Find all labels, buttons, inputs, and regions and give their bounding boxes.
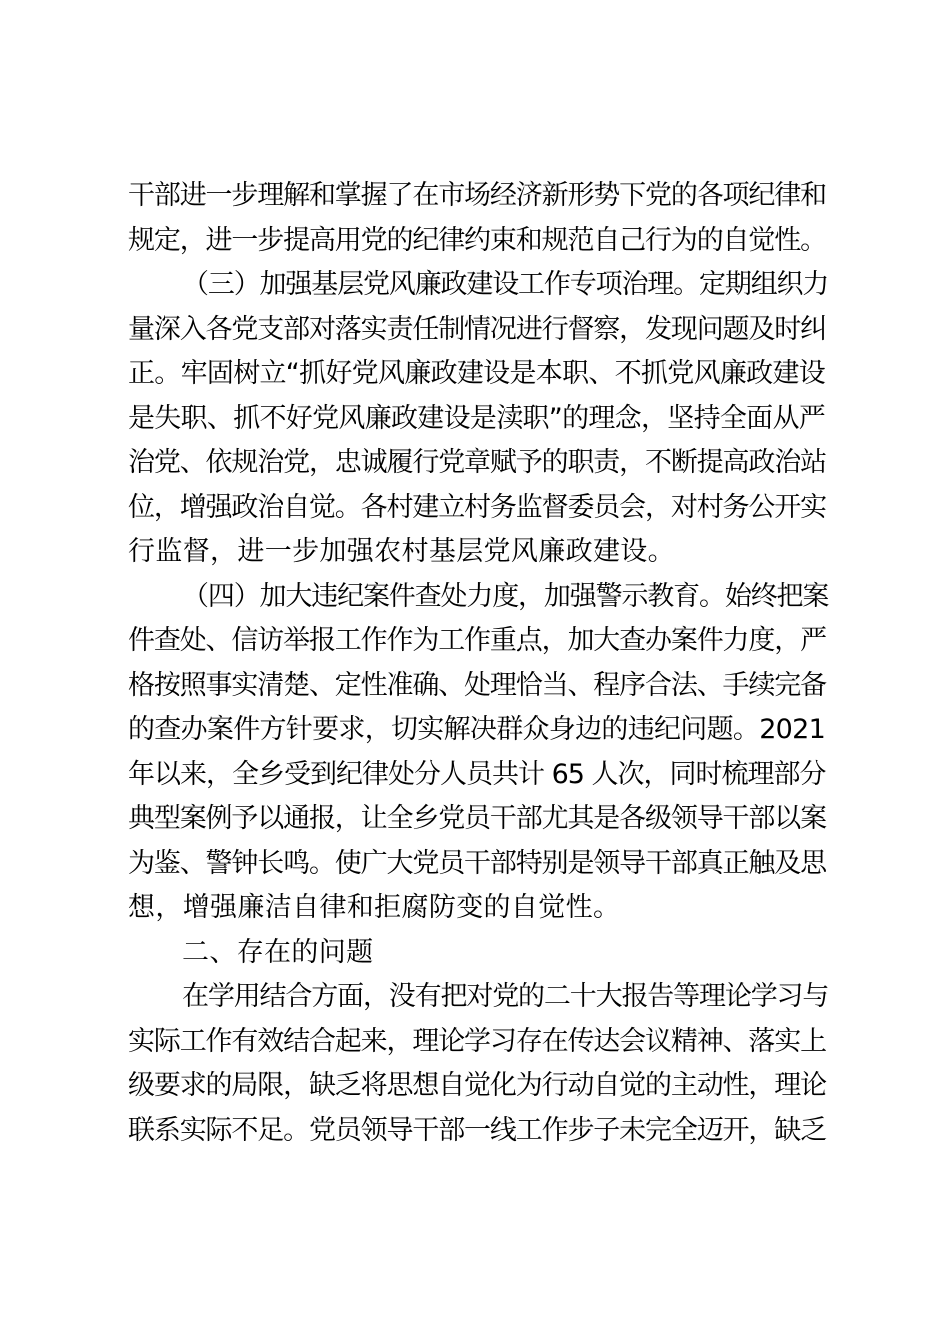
- text-line: 年以来，全乡受到纪律处分人员共计 65 人次，同时梳理部分: [128, 758, 826, 790]
- text-line: 件查处、信访举报工作作为工作重点，加大查办案件力度，严: [128, 625, 826, 656]
- text-line: 二、存在的问题: [182, 936, 374, 968]
- text-line: 为鉴、警钟长鸣。使广大党员干部特别是领导干部真正触及思: [128, 847, 826, 879]
- text-line: 想，增强廉洁自律和拒腐防变的自觉性。: [128, 892, 621, 923]
- text-line: 级要求的局限，缺乏将思想自觉化为行动自觉的主动性，理论: [128, 1070, 826, 1101]
- text-line: （四）加大违纪案件查处力度，加强警示教育。始终把案: [182, 580, 829, 612]
- document-body: [128, 174, 828, 1153]
- text-line: 正。牢固树立“抓好党风廉政建设是本职、不抓党风廉政建设: [128, 358, 826, 389]
- text-line: 联系实际不足。党员领导干部一线工作步子未完全迈开，缺乏: [128, 1114, 826, 1146]
- text-line: （三）加强基层党风廉政建设工作专项治理。定期组织力: [182, 269, 829, 300]
- text-line: 治党、依规治党，忠诚履行党章赋予的职责，不断提高政治站: [128, 447, 826, 478]
- text-line: 干部进一步理解和掌握了在市场经济新形势下党的各项纪律和: [128, 180, 826, 211]
- text-line: 是失职、抓不好党风廉政建设是渎职”的理念，坚持全面从严: [128, 402, 826, 434]
- text-line: 规定，进一步提高用党的纪律约束和规范自己行为的自觉性。: [128, 224, 826, 256]
- text-line: 实际工作有效结合起来，理论学习存在传达会议精神、落实上: [128, 1025, 826, 1057]
- text-line: 位，增强政治自觉。各村建立村务监督委员会，对村务公开实: [128, 491, 826, 523]
- text-line: 格按照事实清楚、定性准确、处理恰当、程序合法、手续完备: [128, 669, 826, 701]
- text-line: 典型案例予以通报，让全乡党员干部尤其是各级领导干部以案: [128, 803, 826, 834]
- text-line: 行监督，进一步加强农村基层党风廉政建设。: [128, 536, 675, 567]
- text-line: 在学用结合方面，没有把对党的二十大报告等理论学习与: [182, 981, 829, 1012]
- text-line: 的查办案件方针要求，切实解决群众身边的违纪问题。2021: [128, 714, 826, 745]
- text-line: 量深入各党支部对落实责任制情况进行督察，发现问题及时纠: [128, 313, 826, 345]
